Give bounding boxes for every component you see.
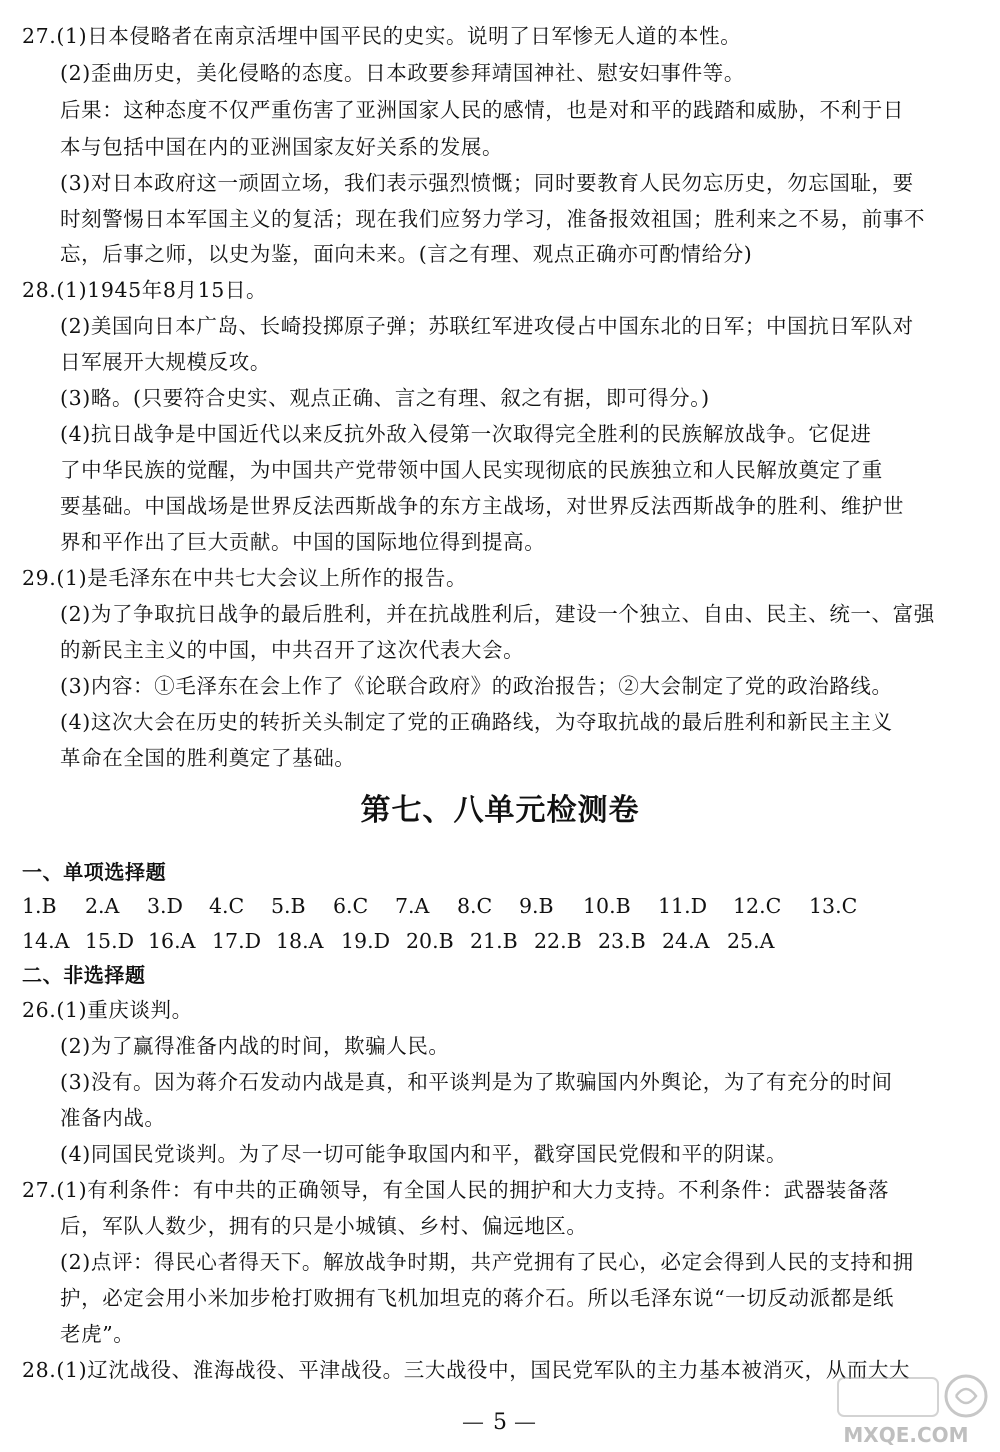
mc-answer-item: 24.A <box>662 929 710 953</box>
answer-28b-1: 28.(1)辽沈战役、淮海战役、平津战役。三大战役中，国民党军队的主力基本被消灭，从而大大 <box>22 1358 911 1382</box>
answer-29-4-line1: (4)这次大会在历史的转折关头制定了党的正确路线，为夺取抗战的最后胜利和新民主主义 <box>60 710 893 734</box>
answer-27b-1-line2: 后，军队人数少，拥有的只是小城镇、乡村、偏远地区。 <box>60 1214 588 1238</box>
mc-answer-item: 17.D <box>212 929 262 953</box>
mc-answer-item: 21.B <box>470 929 518 953</box>
answer-29-2-line1: (2)为了争取抗日战争的最后胜利，并在抗战胜利后，建设一个独立、自由、民主、统一、富强 <box>60 602 935 626</box>
mc-answer-item: 4.C <box>209 894 245 918</box>
answer-27-2: (2)歪曲历史，美化侵略的态度。日本政要参拜靖国神社、慰安妇事件等。 <box>60 61 745 85</box>
answer-28-4-line4: 界和平作出了巨大贡献。中国的国际地位得到提高。 <box>60 530 546 554</box>
answer-27-consequence-line2: 本与包括中国在内的亚洲国家友好关系的发展。 <box>60 135 504 159</box>
mc-answers-row-1 <box>22 890 869 922</box>
answer-28-3: (3)略。(只要符合史实、观点正确、言之有理、叙之有据，即可得分。) <box>60 386 710 410</box>
mc-answer-item: 9.B <box>519 894 554 918</box>
answer-26-4: (4)同国民党谈判。为了尽一切可能争取国内和平，戳穿国民党假和平的阴谋。 <box>60 1142 788 1166</box>
answer-27b-2-line1: (2)点评：得民心者得天下。解放战争时期，共产党拥有了民心，必定会得到人民的支持和拥 <box>60 1250 914 1274</box>
answer-29-2-line2: 的新民主主义的中国，中共召开了这次代表大会。 <box>60 638 525 662</box>
answer-26-3-line1: (3)没有。因为蒋介石发动内战是真，和平谈判是为了欺骗国内外舆论，为了有充分的时间 <box>60 1070 893 1094</box>
answer-27b-2-line2: 护，必定会用小米加步枪打败拥有飞机加坦克的蒋介石。所以毛泽东说“一切反动派都是纸 <box>60 1286 894 1310</box>
answer-28-4-line1: (4)抗日战争是中国近代以来反抗外敌入侵第一次取得完全胜利的民族解放战争。它促进 <box>60 422 872 446</box>
mc-answer-item: 15.D <box>85 929 135 953</box>
watermark-logo <box>816 1370 996 1452</box>
answer-29-4-line2: 革命在全国的胜利奠定了基础。 <box>60 746 356 770</box>
answer-27-3-line1: (3)对日本政府这一顽固立场，我们表示强烈愤慨；同时要教育人民勿忘历史，勿忘国耻，要 <box>60 171 914 195</box>
mc-answer-item: 8.C <box>457 894 493 918</box>
mc-answer-item: 25.A <box>727 929 775 953</box>
answer-27-1: 27.(1)日本侵略者在南京活埋中国平民的史实。说明了日军惨无人道的本性。 <box>22 24 742 48</box>
answer-27-consequence-line1: 后果：这种态度不仅严重伤害了亚洲国家人民的感情，也是对和平的践踏和威胁，不利于日 <box>60 98 904 122</box>
answer-29-1: 29.(1)是毛泽东在中共七大会议上所作的报告。 <box>22 566 468 590</box>
mc-answer-item: 3.D <box>147 894 183 918</box>
answer-27-3-line3: 忘，后事之师，以史为鉴，面向未来。(言之有理、观点正确亦可酌情给分) <box>60 242 753 266</box>
unit-title: 第七、八单元检测卷 <box>360 793 640 828</box>
mc-answer-item: 14.A <box>22 929 70 953</box>
mc-answer-item: 6.C <box>333 894 369 918</box>
mc-answers-row-2 <box>22 925 787 957</box>
page-number-value: 5 <box>493 1410 507 1435</box>
mc-answer-item: 10.B <box>583 894 631 918</box>
answer-28-4-line2: 了中华民族的觉醒，为中国共产党带领中国人民实现彻底的民族独立和人民解放奠定了重 <box>60 458 883 482</box>
answer-27b-2-line3: 老虎”。 <box>60 1322 135 1346</box>
mc-answer-item: 20.B <box>406 929 454 953</box>
mc-answer-item: 19.D <box>341 929 391 953</box>
page-number-dash-right: — <box>514 1410 538 1435</box>
mc-answer-item: 13.C <box>809 894 858 918</box>
answer-28-2-line2: 日军展开大规模反攻。 <box>60 350 271 374</box>
mc-section-heading: 一、单项选择题 <box>22 860 167 884</box>
mc-answer-item: 11.D <box>658 894 708 918</box>
mc-answer-item: 5.B <box>271 894 306 918</box>
mc-answer-item: 18.A <box>276 929 324 953</box>
mc-answer-item: 16.A <box>148 929 196 953</box>
answer-26-2: (2)为了赢得准备内战的时间，欺骗人民。 <box>60 1034 450 1058</box>
page-number-dash-left: — <box>462 1410 486 1435</box>
answer-27b-1-line1: 27.(1)有利条件：有中共的正确领导，有全国人民的拥护和大力支持。不利条件：武器装备落 <box>22 1178 890 1202</box>
answer-28-2-line1: (2)美国向日本广岛、长崎投掷原子弹；苏联红军进攻侵占中国东北的日军；中国抗日军队对 <box>60 314 914 338</box>
mc-answer-item: 1.B <box>22 894 57 918</box>
answer-29-3: (3)内容：①毛泽东在会上作了《论联合政府》的政治报告；②大会制定了党的政治路线。 <box>60 674 893 698</box>
answer-28-1: 28.(1)1945年8月15日。 <box>22 278 268 302</box>
nonmc-section-heading: 二、非选择题 <box>22 963 146 987</box>
answer-26-1: 26.(1)重庆谈判。 <box>22 998 193 1022</box>
mc-answer-item: 2.A <box>85 894 120 918</box>
mc-answer-item: 23.B <box>598 929 646 953</box>
mc-answer-item: 12.C <box>733 894 782 918</box>
answer-28-4-line3: 要基础。中国战场是世界反法西斯战争的东方主战场，对世界反法西斯战争的胜利、维护世 <box>60 494 904 518</box>
mc-answer-item: 22.B <box>534 929 582 953</box>
mc-answer-item: 7.A <box>395 894 430 918</box>
answer-27-3-line2: 时刻警惕日本军国主义的复活；现在我们应努力学习，准备报效祖国；胜利来之不易，前事不 <box>60 207 926 231</box>
svg-text:MXQE.COM: MXQE.COM <box>843 1423 969 1447</box>
answer-26-3-line2: 准备内战。 <box>60 1106 166 1130</box>
